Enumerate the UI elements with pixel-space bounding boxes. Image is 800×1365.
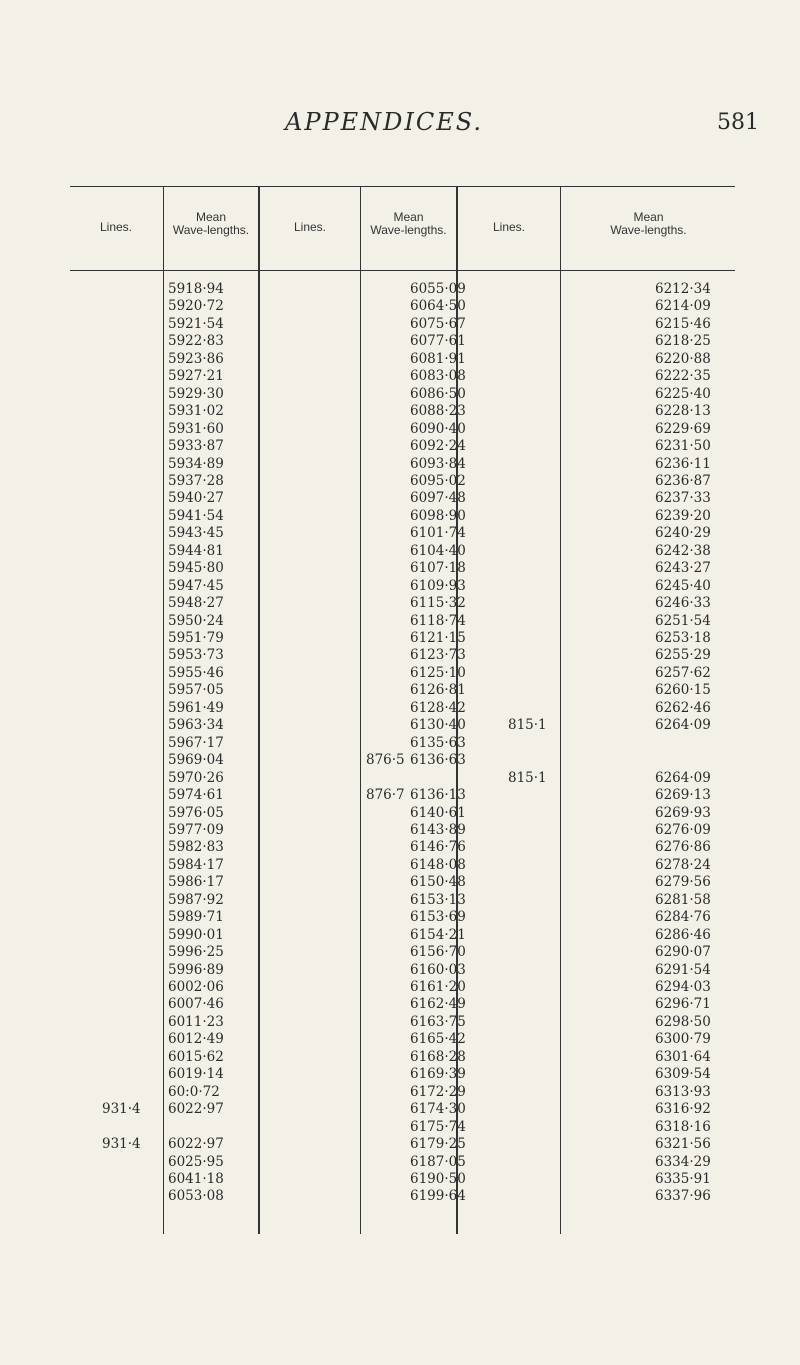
wavelength-cell: 6281·58 <box>655 891 711 908</box>
wavelength-cell: 6022·97 <box>168 1136 224 1153</box>
lines-header-2: Lines. <box>293 220 327 234</box>
wavelength-cell: 6148·08 <box>410 856 466 873</box>
wavelength-cell: 5923·86 <box>168 350 224 367</box>
wavelength-cell: 60:0·72 <box>168 1083 220 1100</box>
wavelength-cell: 6168·28 <box>410 1048 466 1065</box>
mean-header-1: Mean Wave-lengths. <box>172 210 250 237</box>
wavelength-cell: 6115·32 <box>410 595 466 612</box>
wavelength-cell: 6101·74 <box>410 525 466 542</box>
wavelength-cell: 6126·81 <box>410 682 466 699</box>
wavelength-cell: 5963·34 <box>168 717 224 734</box>
wavelength-cell: 6318·16 <box>655 1118 711 1135</box>
wavelength-cell: 6251·54 <box>655 612 711 629</box>
wavelength-cell: 6255·29 <box>655 647 711 664</box>
wavelength-cell: 6231·50 <box>655 438 711 455</box>
wavelength-cell: 5948·27 <box>168 595 224 612</box>
running-title: APPENDICES. <box>285 108 483 136</box>
wavelength-cell: 6298·50 <box>655 1013 711 1030</box>
wavelength-cell: 6174·30 <box>410 1101 466 1118</box>
wavelength-cell: 6136·63 <box>410 752 466 769</box>
wavelength-cell: 6294·03 <box>655 979 711 995</box>
wavelength-cell: 6286·46 <box>655 926 711 943</box>
lines-header-3: Lines. <box>492 220 526 234</box>
wavelength-cell: 6083·08 <box>410 368 466 385</box>
wavelength-cell: 6143·89 <box>410 821 466 838</box>
wavelength-cell: 6218·25 <box>655 333 711 350</box>
wavelength-cell: 6245·40 <box>655 577 711 594</box>
wavelength-cell: 6160·03 <box>410 961 466 978</box>
wavelength-cell: 6125·10 <box>410 664 466 681</box>
wavelength-cell: 6007·46 <box>168 996 224 1013</box>
wavelength-cell: 6309·54 <box>655 1066 711 1083</box>
wavelength-cell: 6041·18 <box>168 1170 224 1187</box>
wavelength-cell: 6109·93 <box>410 577 466 594</box>
wavelength-cell: 6104·40 <box>410 542 466 559</box>
wavelength-cell: 6269·93 <box>655 804 711 821</box>
wavelength-cell: 6092·24 <box>410 438 466 455</box>
wavelength-cell: 5974·61 <box>168 787 224 804</box>
wavelength-cell: 5990·01 <box>168 926 224 943</box>
wavelength-cell: 6107·18 <box>410 560 466 577</box>
wavelength-cell: 6296·71 <box>655 996 711 1013</box>
wavelength-cell: 6002·06 <box>168 979 224 995</box>
wavelength-cell: 6313·93 <box>655 1083 711 1100</box>
wavelength-cell: 5944·81 <box>168 542 224 559</box>
wavelength-cell: 6154·21 <box>410 926 466 943</box>
wavelength-cell: 5941·54 <box>168 507 224 524</box>
wavelength-cell: 6257·62 <box>655 664 711 681</box>
wavelength-cell: 6246·33 <box>655 595 711 612</box>
wavelength-cell: 6276·09 <box>655 821 711 838</box>
wavelength-cell: 5931·60 <box>168 420 224 437</box>
wavelength-cell: 6337·96 <box>655 1188 711 1205</box>
wavelength-cell: 6179·25 <box>410 1136 466 1153</box>
wavelength-cell: 6279·56 <box>655 874 711 891</box>
wavelength-cell: 6222·35 <box>655 368 711 385</box>
wavelength-cell: 6136·13 <box>410 787 466 804</box>
wavelength-cell: 6236·87 <box>655 472 711 489</box>
wavelength-cell: 6316·92 <box>655 1101 711 1118</box>
wavelength-cell: 5987·92 <box>168 891 224 908</box>
wavelength-cell: 5989·71 <box>168 909 224 926</box>
wavelength-cell: 5937·28 <box>168 472 224 489</box>
header-bottom-rule <box>70 270 735 271</box>
wavelength-cell: 5996·25 <box>168 944 224 961</box>
wavelength-cell: 5947·45 <box>168 577 224 594</box>
wavelength-cell: 6264·09 <box>655 769 711 786</box>
wavelength-cell: 6228·13 <box>655 403 711 420</box>
wavelength-cell: 5931·02 <box>168 403 224 420</box>
wavelength-cell: 6264·09 <box>655 717 711 734</box>
wavelength-cell: 6269·13 <box>655 787 711 804</box>
wavelength-cell: 6175·74 <box>410 1118 466 1135</box>
wavelength-cell: 6086·50 <box>410 385 466 402</box>
wavelength-cell: 5921·54 <box>168 315 224 332</box>
wavelength-cell: 6172·29 <box>410 1083 466 1100</box>
wavelength-cell: 6291·54 <box>655 961 711 978</box>
lines-cell: 931·4 <box>102 1136 141 1153</box>
wavelength-cell: 6121·15 <box>410 630 466 646</box>
wavelength-cell: 5961·49 <box>168 699 224 716</box>
wavelength-cell: 5934·89 <box>168 455 224 472</box>
wavelength-cell: 6161·20 <box>410 979 466 995</box>
wavelength-cell: 6022·97 <box>168 1101 224 1118</box>
wavelength-cell: 6239·20 <box>655 507 711 524</box>
wavelength-cell: 6153·69 <box>410 909 466 926</box>
wavelength-cell: 6190·50 <box>410 1170 466 1187</box>
wavelength-cell: 6301·64 <box>655 1048 711 1065</box>
wavelength-cell: 6123·73 <box>410 647 466 664</box>
column-divider-3 <box>360 186 361 1234</box>
wavelength-cell: 6011·23 <box>168 1013 224 1030</box>
wavelength-cell: 6300·79 <box>655 1031 711 1048</box>
table-top-rule <box>70 186 735 187</box>
wavelength-cell: 5976·05 <box>168 804 224 821</box>
wavelength-cell: 6075·67 <box>410 315 466 332</box>
wavelength-cell: 6225·40 <box>655 385 711 402</box>
wavelength-cell: 5922·83 <box>168 333 224 350</box>
wavelength-cell: 5957·05 <box>168 682 224 699</box>
wavelength-cell: 6012·49 <box>168 1031 224 1048</box>
wavelength-cell: 5986·17 <box>168 874 224 891</box>
wavelength-cell: 6064·50 <box>410 298 466 315</box>
wavelength-cell: 6240·29 <box>655 525 711 542</box>
wavelength-cell: 5970·26 <box>168 769 224 786</box>
wavelength-cell: 5977·09 <box>168 821 224 838</box>
wavelength-cell: 5950·24 <box>168 612 224 629</box>
wavelength-cell: 6284·76 <box>655 909 711 926</box>
wavelength-cell: 6153·13 <box>410 891 466 908</box>
wavelength-cell: 6015·62 <box>168 1048 224 1065</box>
wavelength-cell: 6025·95 <box>168 1153 224 1170</box>
page-number: 581 <box>717 110 759 135</box>
wavelength-cell: 6199·64 <box>410 1188 466 1205</box>
wavelength-cell: 6093·84 <box>410 455 466 472</box>
wavelength-cell: 6276·86 <box>655 839 711 856</box>
wavelength-cell: 6156·70 <box>410 944 466 961</box>
wavelength-cell: 6055·09 <box>410 281 466 297</box>
wavelength-cell: 6098·90 <box>410 507 466 524</box>
wavelength-cell: 6162·49 <box>410 996 466 1013</box>
wavelength-cell: 6097·48 <box>410 490 466 507</box>
wavelength-cell: 6260·15 <box>655 682 711 699</box>
wavelength-cell: 6212·34 <box>655 281 711 297</box>
page-header <box>0 108 800 138</box>
wavelength-cell: 6187·05 <box>410 1153 466 1170</box>
lines-cell: 876·5 <box>366 752 405 769</box>
wavelength-cell: 6118·74 <box>410 612 466 629</box>
column-divider-5 <box>560 186 561 1234</box>
lines-cell: 931·4 <box>102 1101 141 1118</box>
wavelength-cell: 6081·91 <box>410 350 466 367</box>
wavelength-cell: 6243·27 <box>655 560 711 577</box>
wavelength-cell: 6334·29 <box>655 1153 711 1170</box>
wavelength-cell: 6130·40 <box>410 717 466 734</box>
wavelength-cell: 6229·69 <box>655 420 711 437</box>
wavelength-cell: 5969·04 <box>168 752 224 769</box>
lines-cell: 815·1 <box>508 769 547 786</box>
wavelength-cell: 5982·83 <box>168 839 224 856</box>
wavelength-cell: 5945·80 <box>168 560 224 577</box>
wavelength-cell: 6150·48 <box>410 874 466 891</box>
wavelength-cell: 6140·61 <box>410 804 466 821</box>
wavelength-cell: 6053·08 <box>168 1188 224 1205</box>
wavelength-cell: 6214·09 <box>655 298 711 315</box>
wavelength-cell: 6077·61 <box>410 333 466 350</box>
wavelength-cell: 5953·73 <box>168 647 224 664</box>
wavelength-cell: 6095·02 <box>410 472 466 489</box>
wavelength-cell: 6237·33 <box>655 490 711 507</box>
wavelength-cell: 6146·76 <box>410 839 466 856</box>
lines-cell: 876·7 <box>366 787 405 804</box>
wavelength-cell: 6090·40 <box>410 420 466 437</box>
mean-header-2: Mean Wave-lengths. <box>370 210 447 237</box>
wavelength-cell: 6163·75 <box>410 1013 466 1030</box>
wavelength-cell: 6088·23 <box>410 403 466 420</box>
wavelength-cell: 5933·87 <box>168 438 224 455</box>
wavelength-cell: 6220·88 <box>655 350 711 367</box>
wavelength-cell: 6215·46 <box>655 315 711 332</box>
wavelength-cell: 6242·38 <box>655 542 711 559</box>
wavelength-cell: 5940·27 <box>168 490 224 507</box>
wavelength-cell: 6278·24 <box>655 856 711 873</box>
wavelength-cell: 5955·46 <box>168 664 224 681</box>
wavelength-cell: 6290·07 <box>655 944 711 961</box>
wavelength-cell: 6165·42 <box>410 1031 466 1048</box>
column-divider-1 <box>163 186 164 1234</box>
lines-header-1: Lines. <box>99 220 133 234</box>
wavelength-cell: 5929·30 <box>168 385 224 402</box>
wavelength-cell: 6135·63 <box>410 734 466 751</box>
wavelength-cell: 5996·89 <box>168 961 224 978</box>
wavelength-cell: 5920·72 <box>168 298 224 315</box>
wavelength-cell: 5918·94 <box>168 281 224 297</box>
wavelength-cell: 6321·56 <box>655 1136 711 1153</box>
column-divider-2 <box>258 186 260 1234</box>
wavelength-cell: 6335·91 <box>655 1170 711 1187</box>
wavelength-cell: 6169·39 <box>410 1066 466 1083</box>
lines-cell: 815·1 <box>508 717 547 734</box>
wavelength-cell: 6019·14 <box>168 1066 224 1083</box>
wavelength-cell: 5967·17 <box>168 734 224 751</box>
wavelength-cell: 5951·79 <box>168 630 224 646</box>
wavelength-cell: 6236·11 <box>655 455 711 472</box>
wavelength-cell: 5984·17 <box>168 856 224 873</box>
mean-header-3: Mean Wave-lengths. <box>610 210 687 237</box>
wavelength-cell: 5927·21 <box>168 368 224 385</box>
wavelength-cell: 5943·45 <box>168 525 224 542</box>
wavelength-cell: 6262·46 <box>655 699 711 716</box>
wavelength-cell: 6128·42 <box>410 699 466 716</box>
wavelength-cell: 6253·18 <box>655 630 711 646</box>
